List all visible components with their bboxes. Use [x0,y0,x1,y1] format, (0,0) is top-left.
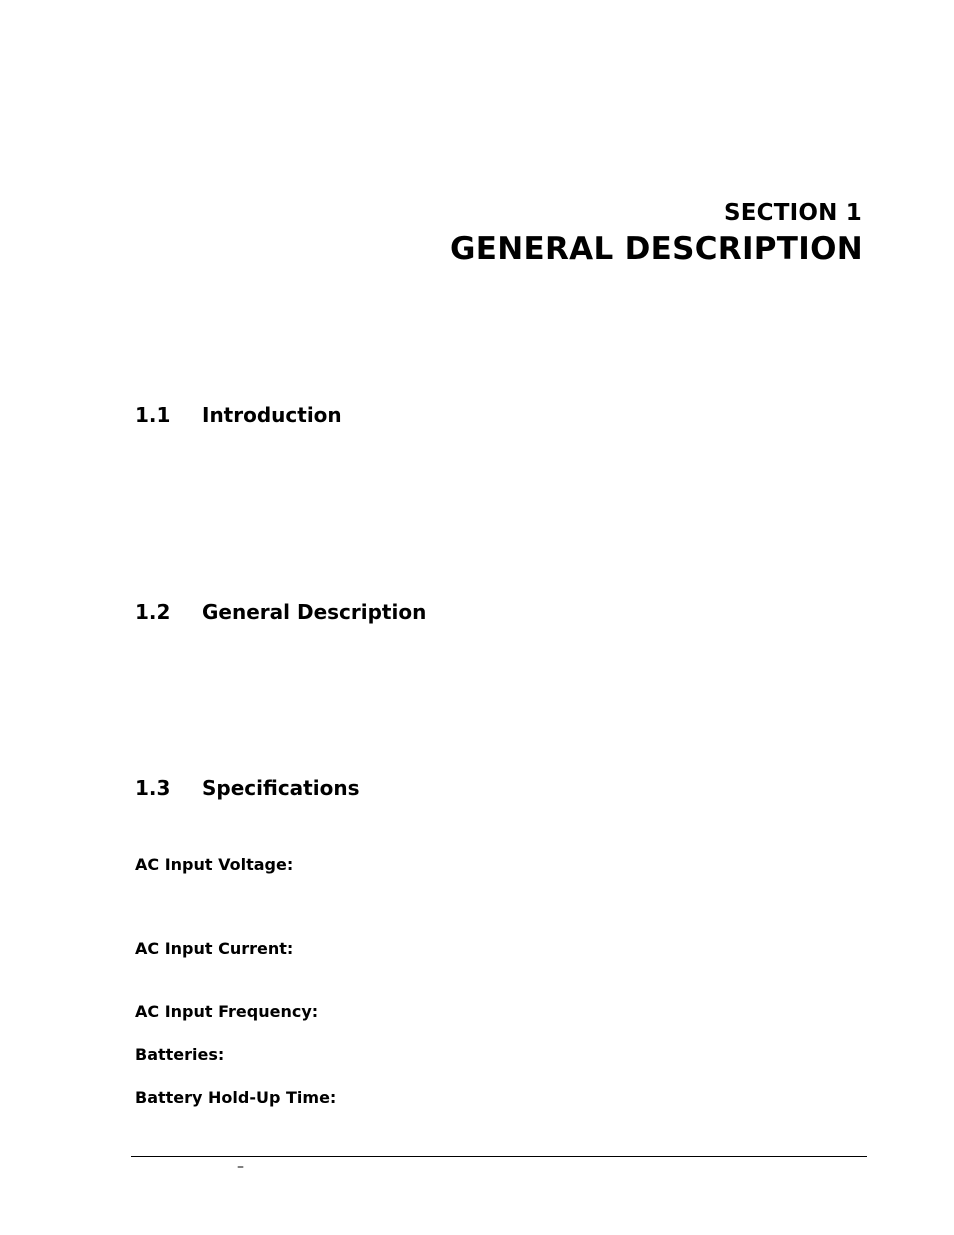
heading-text: General Description [202,600,427,624]
spec-ac-input-voltage: AC Input Voltage: [135,855,294,874]
spec-ac-input-current: AC Input Current: [135,939,294,958]
heading-specifications [135,776,359,800]
heading-number: 1.1 [135,403,171,427]
spec-ac-input-frequency: AC Input Frequency: [135,1002,319,1021]
heading-introduction [135,403,342,427]
spec-battery-hold-up-time: Battery Hold-Up Time: [135,1088,337,1107]
heading-general-description [135,600,426,624]
section-label: SECTION 1 [723,200,862,226]
heading-number: 1.3 [135,776,171,800]
footer-rule [131,1156,867,1157]
footer-mark: – [237,1159,244,1175]
heading-number: 1.2 [135,600,171,624]
section-title: GENERAL DESCRIPTION [450,231,863,267]
heading-text: Introduction [202,403,342,427]
heading-text: Specifications [202,776,360,800]
spec-batteries: Batteries: [135,1045,225,1064]
